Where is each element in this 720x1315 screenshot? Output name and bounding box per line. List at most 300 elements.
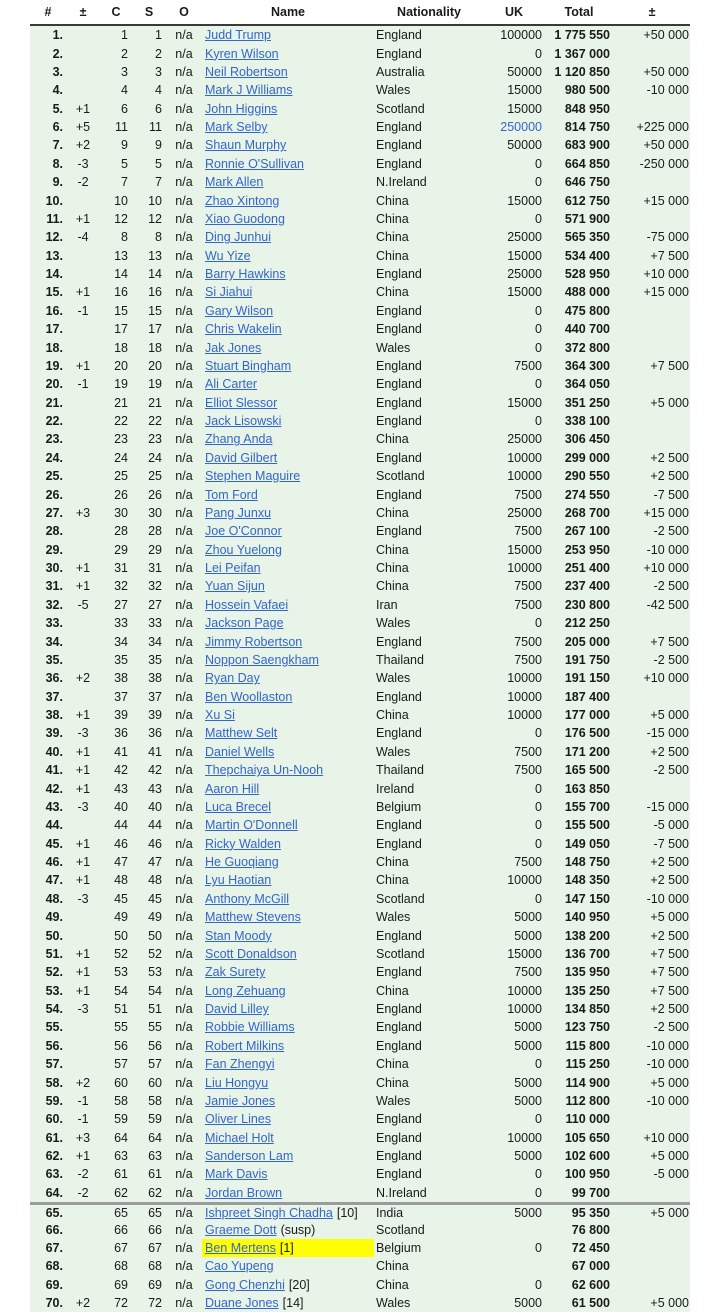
player-link[interactable]: Liu Hongyu bbox=[205, 1075, 269, 1090]
o-cell: n/a bbox=[175, 358, 193, 373]
name-cell bbox=[202, 1239, 374, 1257]
o-cell: n/a bbox=[175, 1259, 193, 1274]
total-cell: 253 950 bbox=[564, 542, 610, 557]
rank-cell: 19. bbox=[45, 358, 63, 373]
player-link[interactable]: Luca Brecel bbox=[205, 799, 272, 814]
diff-cell: +5 000 bbox=[650, 1296, 689, 1311]
o-cell: n/a bbox=[175, 763, 193, 778]
o-cell: n/a bbox=[175, 561, 193, 576]
c-cell: 40 bbox=[114, 799, 128, 814]
player-link[interactable]: Wu Yize bbox=[205, 248, 251, 263]
diff-cell: +2 500 bbox=[650, 855, 689, 870]
diff-cell: -2 500 bbox=[653, 524, 689, 539]
player-link[interactable]: Yuan Sijun bbox=[205, 579, 265, 594]
total-cell: 177 000 bbox=[564, 708, 610, 723]
uk-cell: 15000 bbox=[507, 101, 542, 116]
table-row bbox=[30, 1073, 690, 1091]
diff-cell: +10 000 bbox=[643, 561, 689, 576]
total-cell: 112 800 bbox=[565, 1093, 610, 1108]
player-link[interactable]: Cao Yupeng bbox=[205, 1259, 274, 1274]
c-cell: 59 bbox=[114, 1112, 128, 1127]
diff-cell: +7 500 bbox=[650, 965, 689, 980]
table-row bbox=[30, 228, 690, 246]
uk-cell: 0 bbox=[535, 46, 542, 61]
s-cell: 56 bbox=[148, 1038, 162, 1053]
player-link[interactable]: Mark Allen bbox=[205, 175, 264, 190]
nationality-cell: England bbox=[376, 1167, 422, 1182]
uk-cell: 5000 bbox=[514, 1149, 542, 1164]
total-cell: 99 700 bbox=[571, 1185, 610, 1200]
header-rank: # bbox=[44, 5, 52, 19]
uk-cell: 0 bbox=[535, 1240, 542, 1255]
player-link[interactable]: Barry Hawkins bbox=[205, 267, 286, 282]
total-cell: 176 500 bbox=[564, 726, 610, 741]
c-cell: 18 bbox=[114, 340, 128, 355]
player-link[interactable]: Michael Holt bbox=[205, 1130, 274, 1145]
table-row bbox=[30, 449, 690, 467]
o-cell: n/a bbox=[175, 689, 193, 704]
header-move: ± bbox=[79, 5, 87, 19]
table-row bbox=[30, 26, 690, 44]
nationality-cell: China bbox=[376, 1075, 409, 1090]
rank-cell: 45. bbox=[45, 836, 63, 851]
c-cell: 36 bbox=[114, 726, 128, 741]
player-link[interactable]: Xiao Guodong bbox=[205, 211, 285, 226]
s-cell: 31 bbox=[148, 561, 162, 576]
player-link[interactable]: Kyren Wilson bbox=[205, 46, 279, 61]
rank-cell: 56. bbox=[45, 1038, 63, 1053]
player-link[interactable]: Elliot Slessor bbox=[205, 395, 278, 410]
table-row bbox=[30, 1055, 690, 1073]
s-cell: 67 bbox=[148, 1240, 162, 1255]
c-cell: 49 bbox=[114, 910, 128, 925]
c-cell: 58 bbox=[114, 1093, 128, 1108]
s-cell: 18 bbox=[148, 340, 162, 355]
player-link[interactable]: Scott Donaldson bbox=[205, 946, 297, 961]
nationality-cell: China bbox=[376, 248, 409, 263]
rank-cell: 68. bbox=[45, 1259, 63, 1274]
name-cell bbox=[202, 1037, 374, 1055]
total-cell: 123 750 bbox=[564, 1020, 610, 1035]
uk-cell: 7500 bbox=[514, 744, 542, 759]
o-cell: n/a bbox=[175, 175, 193, 190]
rank-cell: 40. bbox=[45, 744, 63, 759]
player-link[interactable]: Zak Surety bbox=[205, 965, 266, 980]
s-cell: 23 bbox=[148, 432, 162, 447]
uk-cell: 100000 bbox=[500, 28, 542, 43]
player-link[interactable]: Gary Wilson bbox=[205, 303, 274, 318]
c-cell: 26 bbox=[114, 487, 128, 502]
name-cell bbox=[202, 1110, 374, 1128]
nationality-cell: Scotland bbox=[376, 946, 425, 961]
total-cell: 102 600 bbox=[564, 1149, 610, 1164]
player-link[interactable]: Ben Woollaston bbox=[205, 689, 293, 704]
c-cell: 17 bbox=[114, 322, 128, 337]
c-cell: 9 bbox=[121, 138, 128, 153]
table-row bbox=[30, 357, 690, 375]
name-cell bbox=[202, 926, 374, 944]
uk-cell: 15000 bbox=[507, 83, 542, 98]
s-cell: 54 bbox=[148, 983, 162, 998]
s-cell: 48 bbox=[148, 873, 162, 888]
move-cell: +1 bbox=[75, 285, 91, 300]
total-cell: 306 450 bbox=[564, 432, 610, 447]
total-cell: 612 750 bbox=[564, 193, 610, 208]
diff-cell: -5 000 bbox=[653, 1167, 689, 1182]
s-cell: 1 bbox=[155, 28, 162, 43]
nationality-cell: Thailand bbox=[376, 652, 424, 667]
uk-cell: 15000 bbox=[507, 285, 542, 300]
table-row bbox=[30, 1110, 690, 1128]
table-row bbox=[30, 1276, 690, 1294]
move-cell: +1 bbox=[75, 101, 91, 116]
s-cell: 60 bbox=[148, 1075, 162, 1090]
rank-cell: 50. bbox=[45, 928, 63, 943]
total-cell: 565 350 bbox=[564, 230, 610, 245]
name-cell bbox=[202, 449, 374, 467]
header-nationality: Nationality bbox=[397, 5, 461, 19]
player-link[interactable]: Graeme Dott bbox=[205, 1222, 277, 1237]
table-row bbox=[30, 761, 690, 779]
name-cell bbox=[202, 541, 374, 559]
player-link[interactable]: Martin O'Donnell bbox=[205, 818, 298, 833]
rank-cell: 37. bbox=[45, 689, 63, 704]
name-cell bbox=[202, 1147, 374, 1165]
uk-cell: 10000 bbox=[507, 1002, 542, 1017]
player-link[interactable]: Thepchaiya Un-Nooh bbox=[205, 763, 324, 778]
rank-cell: 10. bbox=[45, 193, 63, 208]
nationality-cell: Belgium bbox=[376, 799, 422, 814]
player-link[interactable]: Ben Mertens bbox=[205, 1240, 276, 1255]
nationality-cell: Wales bbox=[376, 671, 411, 686]
player-link[interactable]: Matthew Stevens bbox=[205, 910, 301, 925]
total-cell: 105 650 bbox=[564, 1130, 610, 1145]
rank-cell: 70. bbox=[45, 1296, 63, 1311]
rank-cell: 8. bbox=[52, 156, 63, 171]
o-cell: n/a bbox=[175, 836, 193, 851]
table-row bbox=[30, 982, 690, 1000]
player-link[interactable]: Mark J Williams bbox=[205, 83, 293, 98]
total-cell: 299 000 bbox=[564, 450, 610, 465]
s-cell: 36 bbox=[148, 726, 162, 741]
nationality-cell: Scotland bbox=[376, 1222, 425, 1237]
total-cell: 980 500 bbox=[564, 83, 610, 98]
uk-cell: 5000 bbox=[514, 1020, 542, 1035]
player-link[interactable]: Mark Davis bbox=[205, 1167, 268, 1182]
player-link[interactable]: Jamie Jones bbox=[205, 1093, 276, 1108]
player-link[interactable]: Si Jiahui bbox=[205, 285, 253, 300]
name-cell bbox=[202, 1294, 374, 1312]
player-link[interactable]: Ishpreet Singh Chadha bbox=[205, 1205, 333, 1220]
s-cell: 20 bbox=[148, 358, 162, 373]
uk-cell: 0 bbox=[535, 322, 542, 337]
rank-cell: 28. bbox=[45, 524, 63, 539]
diff-cell: +2 500 bbox=[650, 744, 689, 759]
move-cell: +1 bbox=[75, 579, 91, 594]
rank-cell: 55. bbox=[45, 1020, 63, 1035]
move-cell: -3 bbox=[77, 156, 89, 171]
player-link[interactable]: Mark Selby bbox=[205, 120, 268, 135]
rank-cell: 43. bbox=[45, 799, 63, 814]
player-link[interactable]: Daniel Wells bbox=[205, 744, 275, 759]
move-cell: -2 bbox=[77, 175, 89, 190]
c-cell: 41 bbox=[114, 744, 128, 759]
diff-cell: +2 500 bbox=[650, 1002, 689, 1017]
s-cell: 17 bbox=[148, 322, 162, 337]
nationality-cell: Ireland bbox=[376, 781, 415, 796]
player-link[interactable]: Judd Trump bbox=[205, 28, 272, 43]
player-link[interactable]: Pang Junxu bbox=[205, 505, 272, 520]
player-link[interactable]: Ricky Walden bbox=[205, 836, 281, 851]
total-cell: 62 600 bbox=[571, 1277, 610, 1292]
s-cell: 32 bbox=[148, 579, 162, 594]
uk-cell: 7500 bbox=[514, 579, 542, 594]
name-cell bbox=[202, 577, 374, 595]
table-row bbox=[30, 632, 690, 650]
diff-cell: +5 000 bbox=[650, 708, 689, 723]
c-cell: 52 bbox=[114, 946, 128, 961]
uk-cell: 10000 bbox=[507, 1130, 542, 1145]
c-cell: 15 bbox=[114, 303, 128, 318]
nationality-cell: England bbox=[376, 395, 422, 410]
move-cell: +1 bbox=[75, 763, 91, 778]
player-link[interactable]: Jack Lisowski bbox=[205, 414, 282, 429]
player-link[interactable]: Lyu Haotian bbox=[205, 873, 272, 888]
name-cell bbox=[202, 100, 374, 118]
player-link[interactable]: Stuart Bingham bbox=[205, 358, 292, 373]
player-link[interactable]: Hossein Vafaei bbox=[205, 597, 289, 612]
name-cell bbox=[202, 743, 374, 761]
player-link[interactable]: Ding Junhui bbox=[205, 230, 272, 245]
player-link[interactable]: Duane Jones bbox=[205, 1296, 279, 1311]
player-link[interactable]: Ryan Day bbox=[205, 671, 260, 686]
rank-cell: 61. bbox=[45, 1130, 63, 1145]
player-link[interactable]: Jackson Page bbox=[205, 616, 284, 631]
player-link[interactable]: Zhao Xintong bbox=[205, 193, 280, 208]
s-cell: 64 bbox=[148, 1130, 162, 1145]
c-cell: 56 bbox=[114, 1038, 128, 1053]
player-link[interactable]: Stephen Maguire bbox=[205, 469, 301, 484]
player-link[interactable]: Zhang Anda bbox=[205, 432, 273, 447]
move-cell: +3 bbox=[75, 1130, 91, 1145]
uk-cell: 7500 bbox=[514, 763, 542, 778]
table-row bbox=[30, 412, 690, 430]
player-link[interactable]: Matthew Selt bbox=[205, 726, 278, 741]
player-link[interactable]: David Gilbert bbox=[205, 450, 278, 465]
table-row bbox=[30, 743, 690, 761]
diff-cell: -2 500 bbox=[653, 579, 689, 594]
player-link[interactable]: Chris Wakelin bbox=[205, 322, 282, 337]
total-cell: 136 700 bbox=[564, 946, 610, 961]
c-cell: 55 bbox=[114, 1020, 128, 1035]
player-link[interactable]: Aaron Hill bbox=[205, 781, 260, 796]
s-cell: 47 bbox=[148, 855, 162, 870]
player-link[interactable]: Zhou Yuelong bbox=[205, 542, 282, 557]
rank-cell: 24. bbox=[45, 450, 63, 465]
player-link[interactable]: Gong Chenzhi bbox=[205, 1277, 285, 1292]
c-cell: 51 bbox=[114, 1002, 128, 1017]
nationality-cell: England bbox=[376, 965, 422, 980]
player-link[interactable]: Robert Milkins bbox=[205, 1038, 285, 1053]
player-link[interactable]: He Guoqiang bbox=[205, 855, 279, 870]
rank-cell: 3. bbox=[52, 64, 63, 79]
total-cell: 290 550 bbox=[564, 469, 610, 484]
o-cell: n/a bbox=[175, 1296, 193, 1311]
uk-cell: 10000 bbox=[507, 873, 542, 888]
c-cell: 44 bbox=[114, 818, 128, 833]
player-link[interactable]: Jordan Brown bbox=[205, 1185, 283, 1200]
rank-cell: 42. bbox=[45, 781, 63, 796]
s-cell: 57 bbox=[148, 1057, 162, 1072]
nationality-cell: Belgium bbox=[376, 1240, 422, 1255]
player-link[interactable]: Jimmy Robertson bbox=[205, 634, 303, 649]
move-cell: -1 bbox=[77, 303, 89, 318]
nationality-cell: England bbox=[376, 928, 422, 943]
o-cell: n/a bbox=[175, 1093, 193, 1108]
table-row bbox=[30, 706, 690, 724]
rank-cell: 20. bbox=[45, 377, 63, 392]
rank-cell: 63. bbox=[45, 1167, 63, 1182]
o-cell: n/a bbox=[175, 395, 193, 410]
rank-cell: 15. bbox=[45, 285, 63, 300]
c-cell: 60 bbox=[114, 1075, 128, 1090]
total-cell: 95 350 bbox=[571, 1205, 610, 1220]
nationality-cell: England bbox=[376, 524, 422, 539]
o-cell: n/a bbox=[175, 1057, 193, 1072]
player-link[interactable]: Joe O'Connor bbox=[205, 524, 282, 539]
player-link[interactable]: David Lilley bbox=[205, 1002, 269, 1017]
rank-cell: 36. bbox=[45, 671, 63, 686]
player-link[interactable]: Neil Robertson bbox=[205, 64, 288, 79]
player-link[interactable]: John Higgins bbox=[205, 101, 278, 116]
nationality-cell: Wales bbox=[376, 744, 411, 759]
total-cell: 135 950 bbox=[564, 965, 610, 980]
rank-cell: 12. bbox=[45, 230, 63, 245]
total-cell: 267 100 bbox=[564, 524, 610, 539]
o-cell: n/a bbox=[175, 505, 193, 520]
total-cell: 135 250 bbox=[564, 983, 610, 998]
diff-cell: +15 000 bbox=[643, 193, 689, 208]
table-row bbox=[30, 118, 690, 136]
diff-cell: +2 500 bbox=[650, 873, 689, 888]
o-cell: n/a bbox=[175, 1020, 193, 1035]
nationality-cell: China bbox=[376, 873, 409, 888]
diff-cell: -10 000 bbox=[646, 542, 689, 557]
diff-cell: +50 000 bbox=[643, 28, 689, 43]
table-row bbox=[30, 1202, 690, 1220]
move-cell: +2 bbox=[75, 138, 91, 153]
c-cell: 38 bbox=[114, 671, 128, 686]
c-cell: 61 bbox=[114, 1167, 128, 1182]
player-link[interactable]: Sanderson Lam bbox=[205, 1149, 294, 1164]
c-cell: 34 bbox=[114, 634, 128, 649]
player-link[interactable]: Lei Peifan bbox=[205, 561, 261, 576]
player-link[interactable]: Stan Moody bbox=[205, 928, 272, 943]
name-cell bbox=[202, 688, 374, 706]
player-link[interactable]: Noppon Saengkham bbox=[205, 652, 319, 667]
name-cell bbox=[202, 651, 374, 669]
s-cell: 24 bbox=[148, 450, 162, 465]
move-cell: +1 bbox=[75, 744, 91, 759]
rank-cell: 51. bbox=[45, 946, 63, 961]
uk-cell: 10000 bbox=[507, 983, 542, 998]
o-cell: n/a bbox=[175, 1277, 193, 1292]
c-cell: 68 bbox=[114, 1259, 128, 1274]
move-cell: -2 bbox=[77, 1185, 89, 1200]
total-cell: 155 700 bbox=[564, 799, 610, 814]
uk-cell: 5000 bbox=[514, 1038, 542, 1053]
name-cell bbox=[202, 779, 374, 797]
nationality-cell: China bbox=[376, 1057, 409, 1072]
diff-cell: +50 000 bbox=[643, 64, 689, 79]
rank-cell: 9. bbox=[52, 175, 63, 190]
nationality-cell: China bbox=[376, 579, 409, 594]
nationality-cell: England bbox=[376, 138, 422, 153]
o-cell: n/a bbox=[175, 230, 193, 245]
o-cell: n/a bbox=[175, 285, 193, 300]
total-cell: 110 000 bbox=[565, 1112, 610, 1127]
rank-cell: 6. bbox=[52, 120, 63, 135]
rank-cell: 53. bbox=[45, 983, 63, 998]
player-link[interactable]: Long Zehuang bbox=[205, 983, 286, 998]
c-cell: 21 bbox=[114, 395, 128, 410]
o-cell: n/a bbox=[175, 1149, 193, 1164]
table-row bbox=[30, 577, 690, 595]
table-row bbox=[30, 504, 690, 522]
player-link[interactable]: Robbie Williams bbox=[205, 1020, 295, 1035]
uk-cell: 5000 bbox=[514, 1075, 542, 1090]
c-cell: 66 bbox=[114, 1222, 128, 1237]
player-link[interactable]: Tom Ford bbox=[205, 487, 258, 502]
player-link[interactable]: Shaun Murphy bbox=[205, 138, 287, 153]
s-cell: 19 bbox=[148, 377, 162, 392]
total-cell: 364 050 bbox=[564, 377, 610, 392]
total-cell: 646 750 bbox=[564, 175, 610, 190]
total-cell: 191 750 bbox=[564, 652, 610, 667]
total-cell: 115 800 bbox=[565, 1038, 610, 1053]
move-cell: +1 bbox=[75, 358, 91, 373]
o-cell: n/a bbox=[175, 340, 193, 355]
uk-cell: 0 bbox=[535, 1277, 542, 1292]
s-cell: 59 bbox=[148, 1112, 162, 1127]
c-cell: 22 bbox=[114, 414, 128, 429]
player-link[interactable]: Ali Carter bbox=[205, 377, 258, 392]
nationality-cell: England bbox=[376, 28, 422, 43]
o-cell: n/a bbox=[175, 542, 193, 557]
player-link[interactable]: Oliver Lines bbox=[205, 1112, 271, 1127]
uk-cell: 25000 bbox=[507, 230, 542, 245]
player-link[interactable]: Anthony McGill bbox=[205, 891, 290, 906]
diff-cell: -2 500 bbox=[653, 763, 689, 778]
name-cell bbox=[202, 81, 374, 99]
o-cell: n/a bbox=[175, 120, 193, 135]
o-cell: n/a bbox=[175, 193, 193, 208]
rank-cell: 32. bbox=[45, 597, 63, 612]
table-row bbox=[30, 430, 690, 448]
name-cell bbox=[202, 302, 374, 320]
rank-cell: 65. bbox=[45, 1205, 63, 1220]
total-cell: 683 900 bbox=[564, 138, 610, 153]
diff-cell: -5 000 bbox=[653, 818, 689, 833]
table-row bbox=[30, 1184, 690, 1202]
uk-cell: 10000 bbox=[507, 561, 542, 576]
player-link[interactable]: Xu Si bbox=[205, 708, 235, 723]
rankings-table bbox=[30, 0, 690, 1312]
player-link[interactable]: Ronnie O'Sullivan bbox=[205, 156, 304, 171]
nationality-cell: England bbox=[376, 120, 422, 135]
player-link[interactable]: Jak Jones bbox=[205, 340, 262, 355]
player-link[interactable]: Fan Zhengyi bbox=[205, 1057, 275, 1072]
